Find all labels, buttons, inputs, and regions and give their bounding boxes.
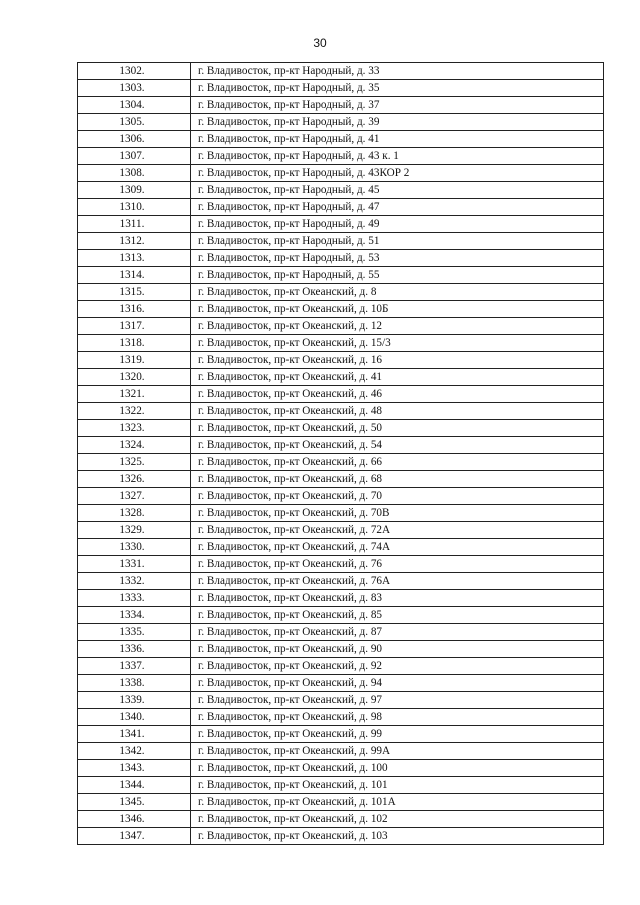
row-number: 1313. <box>78 250 191 267</box>
row-number: 1312. <box>78 233 191 250</box>
row-number: 1334. <box>78 607 191 624</box>
row-number: 1302. <box>78 63 191 80</box>
table-row <box>78 233 604 250</box>
row-number: 1303. <box>78 80 191 97</box>
table-row <box>78 335 604 352</box>
row-number: 1317. <box>78 318 191 335</box>
table-row <box>78 131 604 148</box>
row-address: г. Владивосток, пр-кт Океанский, д. 8 <box>191 284 604 301</box>
table-row <box>78 488 604 505</box>
page-number: 30 <box>313 36 327 50</box>
row-address: г. Владивосток, пр-кт Океанский, д. 48 <box>191 403 604 420</box>
table-row <box>78 590 604 607</box>
row-address: г. Владивосток, пр-кт Океанский, д. 85 <box>191 607 604 624</box>
row-number: 1324. <box>78 437 191 454</box>
row-number: 1307. <box>78 148 191 165</box>
row-address: г. Владивосток, пр-кт Народный, д. 41 <box>191 131 604 148</box>
table-row <box>78 437 604 454</box>
table-row <box>78 250 604 267</box>
row-address: г. Владивосток, пр-кт Океанский, д. 76А <box>191 573 604 590</box>
row-address: г. Владивосток, пр-кт Океанский, д. 10Б <box>191 301 604 318</box>
table-row <box>78 148 604 165</box>
table-row <box>78 522 604 539</box>
table-row <box>78 114 604 131</box>
table-row <box>78 386 604 403</box>
row-address: г. Владивосток, пр-кт Океанский, д. 98 <box>191 709 604 726</box>
table-row <box>78 726 604 743</box>
table-row <box>78 624 604 641</box>
row-number: 1340. <box>78 709 191 726</box>
table-row <box>78 777 604 794</box>
row-address: г. Владивосток, пр-кт Океанский, д. 15/3 <box>191 335 604 352</box>
row-address: г. Владивосток, пр-кт Океанский, д. 100 <box>191 760 604 777</box>
table-row <box>78 556 604 573</box>
table-row <box>78 369 604 386</box>
table-row <box>78 97 604 114</box>
row-number: 1337. <box>78 658 191 675</box>
row-address: г. Владивосток, пр-кт Народный, д. 37 <box>191 97 604 114</box>
row-number: 1328. <box>78 505 191 522</box>
table-row <box>78 692 604 709</box>
row-number: 1335. <box>78 624 191 641</box>
table-row <box>78 454 604 471</box>
row-number: 1347. <box>78 828 191 845</box>
row-address: г. Владивосток, пр-кт Народный, д. 43КОР 2 <box>191 165 604 182</box>
row-number: 1325. <box>78 454 191 471</box>
row-address: г. Владивосток, пр-кт Океанский, д. 76 <box>191 556 604 573</box>
row-address: г. Владивосток, пр-кт Океанский, д. 83 <box>191 590 604 607</box>
row-number: 1311. <box>78 216 191 233</box>
row-number: 1314. <box>78 267 191 284</box>
row-address: г. Владивосток, пр-кт Океанский, д. 102 <box>191 811 604 828</box>
row-address: г. Владивосток, пр-кт Океанский, д. 97 <box>191 692 604 709</box>
row-address: г. Владивосток, пр-кт Океанский, д. 99А <box>191 743 604 760</box>
table-row <box>78 641 604 658</box>
address-table-body <box>78 63 604 845</box>
row-address: г. Владивосток, пр-кт Океанский, д. 92 <box>191 658 604 675</box>
row-number: 1330. <box>78 539 191 556</box>
row-number: 1346. <box>78 811 191 828</box>
table-row <box>78 301 604 318</box>
row-number: 1322. <box>78 403 191 420</box>
row-number: 1319. <box>78 352 191 369</box>
row-address: г. Владивосток, пр-кт Океанский, д. 66 <box>191 454 604 471</box>
row-number: 1341. <box>78 726 191 743</box>
table-row <box>78 471 604 488</box>
row-address: г. Владивосток, пр-кт Океанский, д. 103 <box>191 828 604 845</box>
row-number: 1338. <box>78 675 191 692</box>
table-row <box>78 403 604 420</box>
row-address: г. Владивосток, пр-кт Океанский, д. 50 <box>191 420 604 437</box>
row-number: 1327. <box>78 488 191 505</box>
row-address: г. Владивосток, пр-кт Народный, д. 51 <box>191 233 604 250</box>
row-number: 1320. <box>78 369 191 386</box>
row-address: г. Владивосток, пр-кт Океанский, д. 90 <box>191 641 604 658</box>
row-number: 1329. <box>78 522 191 539</box>
table-row <box>78 539 604 556</box>
row-number: 1336. <box>78 641 191 658</box>
row-address: г. Владивосток, пр-кт Народный, д. 49 <box>191 216 604 233</box>
row-number: 1344. <box>78 777 191 794</box>
row-address: г. Владивосток, пр-кт Океанский, д. 41 <box>191 369 604 386</box>
address-table <box>77 62 604 845</box>
row-number: 1316. <box>78 301 191 318</box>
row-number: 1304. <box>78 97 191 114</box>
table-row <box>78 318 604 335</box>
row-number: 1333. <box>78 590 191 607</box>
table-row <box>78 284 604 301</box>
row-number: 1305. <box>78 114 191 131</box>
row-address: г. Владивосток, пр-кт Народный, д. 33 <box>191 63 604 80</box>
row-address: г. Владивосток, пр-кт Океанский, д. 74А <box>191 539 604 556</box>
table-row <box>78 658 604 675</box>
row-number: 1332. <box>78 573 191 590</box>
table-row <box>78 607 604 624</box>
row-address: г. Владивосток, пр-кт Океанский, д. 46 <box>191 386 604 403</box>
table-row <box>78 199 604 216</box>
row-number: 1310. <box>78 199 191 216</box>
table-row <box>78 760 604 777</box>
row-address: г. Владивосток, пр-кт Океанский, д. 87 <box>191 624 604 641</box>
table-row <box>78 352 604 369</box>
row-address: г. Владивосток, пр-кт Народный, д. 47 <box>191 199 604 216</box>
row-number: 1321. <box>78 386 191 403</box>
row-address: г. Владивосток, пр-кт Океанский, д. 70В <box>191 505 604 522</box>
row-number: 1331. <box>78 556 191 573</box>
table-row <box>78 267 604 284</box>
row-address: г. Владивосток, пр-кт Океанский, д. 101А <box>191 794 604 811</box>
table-row <box>78 811 604 828</box>
table-row <box>78 794 604 811</box>
table-row <box>78 182 604 199</box>
row-address: г. Владивосток, пр-кт Народный, д. 53 <box>191 250 604 267</box>
row-address: г. Владивосток, пр-кт Океанский, д. 12 <box>191 318 604 335</box>
table-row <box>78 675 604 692</box>
table-row <box>78 505 604 522</box>
table-row <box>78 828 604 845</box>
row-address: г. Владивосток, пр-кт Народный, д. 45 <box>191 182 604 199</box>
row-address: г. Владивосток, пр-кт Океанский, д. 99 <box>191 726 604 743</box>
row-number: 1326. <box>78 471 191 488</box>
row-number: 1323. <box>78 420 191 437</box>
row-number: 1342. <box>78 743 191 760</box>
table-row <box>78 80 604 97</box>
row-address: г. Владивосток, пр-кт Народный, д. 43 к. 1 <box>191 148 604 165</box>
row-address: г. Владивосток, пр-кт Океанский, д. 70 <box>191 488 604 505</box>
row-address: г. Владивосток, пр-кт Океанский, д. 101 <box>191 777 604 794</box>
row-number: 1309. <box>78 182 191 199</box>
row-address: г. Владивосток, пр-кт Океанский, д. 16 <box>191 352 604 369</box>
row-number: 1315. <box>78 284 191 301</box>
row-number: 1339. <box>78 692 191 709</box>
row-address: г. Владивосток, пр-кт Народный, д. 55 <box>191 267 604 284</box>
row-address: г. Владивосток, пр-кт Океанский, д. 54 <box>191 437 604 454</box>
row-number: 1306. <box>78 131 191 148</box>
row-number: 1308. <box>78 165 191 182</box>
table-row <box>78 165 604 182</box>
table-row <box>78 573 604 590</box>
row-address: г. Владивосток, пр-кт Океанский, д. 94 <box>191 675 604 692</box>
table-row <box>78 420 604 437</box>
table-row <box>78 216 604 233</box>
row-address: г. Владивосток, пр-кт Народный, д. 39 <box>191 114 604 131</box>
row-address: г. Владивосток, пр-кт Океанский, д. 72А <box>191 522 604 539</box>
row-address: г. Владивосток, пр-кт Народный, д. 35 <box>191 80 604 97</box>
row-number: 1345. <box>78 794 191 811</box>
table-row <box>78 709 604 726</box>
table-row <box>78 743 604 760</box>
row-address: г. Владивосток, пр-кт Океанский, д. 68 <box>191 471 604 488</box>
row-number: 1318. <box>78 335 191 352</box>
row-number: 1343. <box>78 760 191 777</box>
table-row <box>78 63 604 80</box>
